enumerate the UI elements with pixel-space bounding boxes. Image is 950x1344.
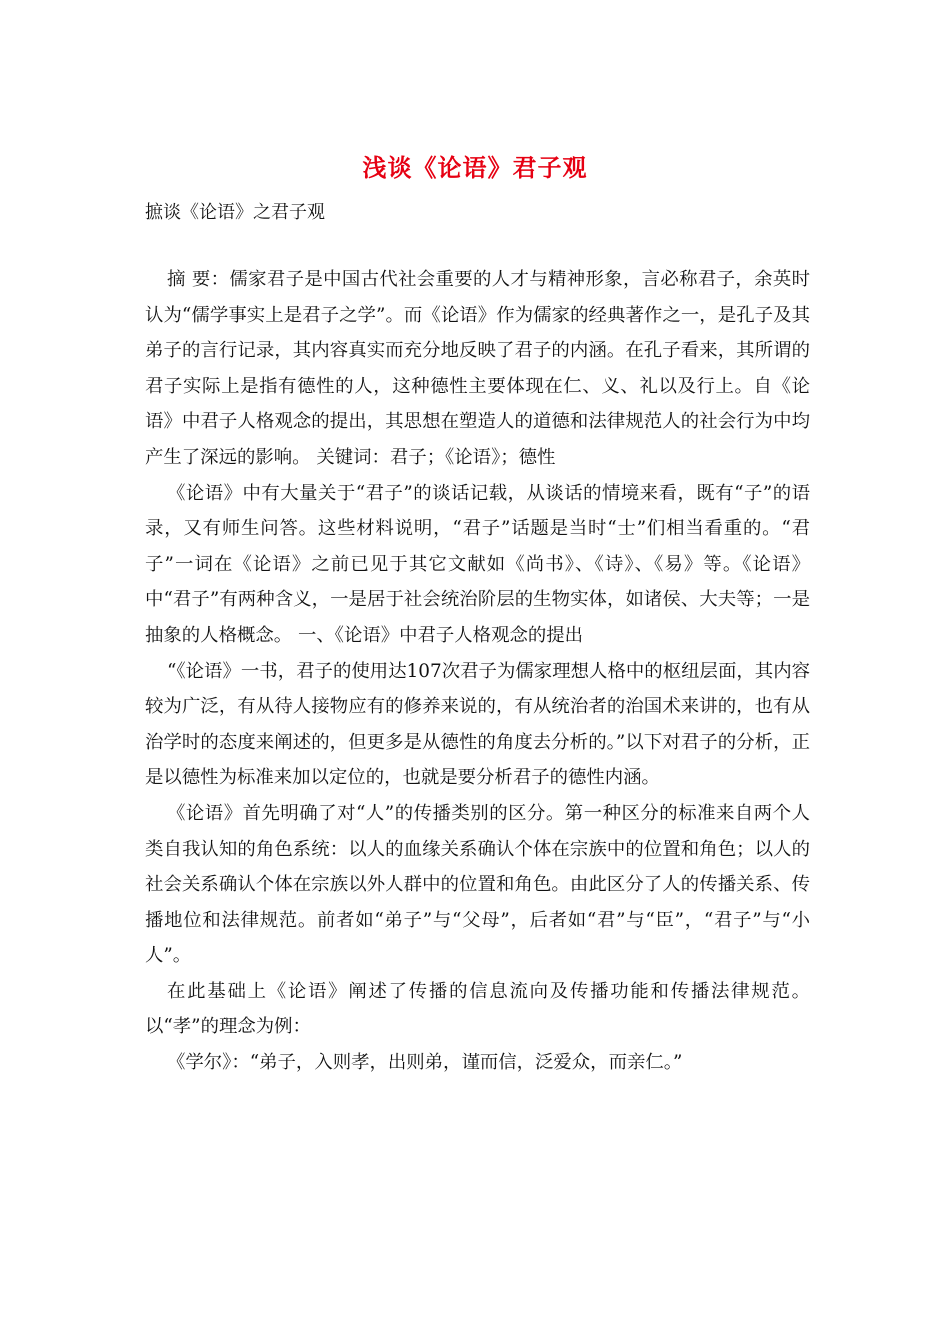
quote-paragraph: 《学尔》：“弟子，入则孝，出则弟，谨而信，泛爱众，而亲仁。” <box>167 1052 683 1074</box>
body-paragraph: 在此基础上《论语》阐述了传播的信息流向及传播功能和传播法律规范。以“孝”的理念为例： <box>145 980 810 1038</box>
abstract-paragraph: 摘 要：儒家君子是中国古代社会重要的人才与精神形象，言必称君子，余英时认为“儒学事实上是君子之学”。而《论语》作为儒家的经典著作之一，是孔子及其弟子的言行记录，其内容真实而充分地反映了君子的内涵。在孔子看来，其所谓的君子实际上是指有德性的人，这种德性主要体现在仁、义、礼以及行上。自《论语》中君子人格观念的提出，其思想在塑造人的道德和法律规范人的社会行为中均产生了深远的影响。 关键词：君子；《论语》；德性 <box>145 269 810 468</box>
body-paragraph: 《论语》首先明确了对“人”的传播类别的区分。第一种区分的标准来自两个人类自我认知的角色系统：以人的血缘关系确认个体在宗族中的位置和角色；以人的社会关系确认个体在宗族以外人群中的位置和角色。由此区分了人的传播关系、传播地位和法律规范。前者如“弟子”与“父母”，后者如“君”与“臣”，“君子”与“小人”。 <box>145 802 810 967</box>
page-title: 浅谈《论语》君子观 <box>362 153 588 182</box>
document-subtitle: 摭谈《论语》之君子观 <box>145 202 325 223</box>
document-body <box>145 262 810 1081</box>
body-paragraph: “《论语》一书，君子的使用达107次君子为儒家理想人格中的枢纽层面，其内容较为广泛，有从待人接物应有的修养来说的，有从统治者的治国术来讲的，也有从治学时的态度来阐述的，但更多是从德性的角度去分析的。”以下对君子的分析，正是以德性为标准来加以定位的，也就是要分析君子的德性内涵。 <box>145 660 810 789</box>
body-paragraph: 《论语》中有大量关于“君子”的谈话记载，从谈话的情境来看，既有“子”的语录，又有师生问答。这些材料说明，“君子”话题是当时“士”们相当看重的。“君子”一词在《论语》之前已见于其它文献如《尚书》、《诗》、《易》等。《论语》中“君子”有两种含义，一是居于社会统治阶层的生物实体，如诸侯、大夫等；一是抽象的人格概念。 一、《论语》中君子人格观念的提出 <box>145 482 810 646</box>
